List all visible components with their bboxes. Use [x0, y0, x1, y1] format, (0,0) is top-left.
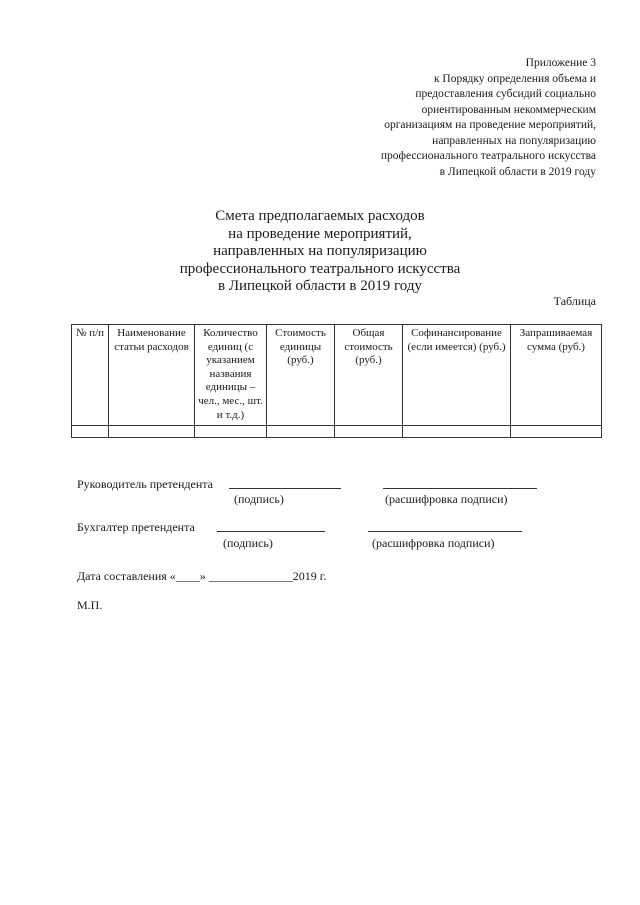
table-cell[interactable]: [72, 426, 109, 438]
header-cell-number: № п/п: [72, 325, 109, 426]
appendix-line: направленных на популяризацию: [432, 134, 596, 147]
head-name-line[interactable]: [383, 488, 537, 489]
header-cell-total-cost: Общая стоимость (руб.): [335, 325, 403, 426]
title-line: Смета предполагаемых расходов: [215, 208, 425, 224]
header-cell-requested-amount: Запрашиваемая сумма (руб.): [511, 325, 602, 426]
accountant-signature-block: [77, 520, 597, 560]
appendix-line: ориентированным некоммерческим: [421, 103, 596, 116]
document-title: [0, 208, 640, 296]
header-cell-quantity: Количество единиц (с указанием названия единицы – чел., мес., шт. и т.д.): [195, 325, 267, 426]
table-cell[interactable]: [267, 426, 335, 438]
title-line: в Липецкой области в 2019 году: [217, 278, 422, 294]
title-line: направленных на популяризацию: [213, 243, 427, 259]
table-cell[interactable]: [195, 426, 267, 438]
table-label: Таблица: [553, 294, 596, 308]
accountant-decode-caption: (расшифровка подписи): [372, 536, 495, 550]
seal-placeholder: М.П.: [77, 598, 103, 612]
head-signature-label: Руководитель претендента: [77, 477, 214, 491]
appendix-note: [296, 56, 596, 180]
head-signature-line[interactable]: [229, 488, 341, 489]
table-row: [72, 426, 602, 438]
head-decode-caption: (расшифровка подписи): [385, 492, 508, 506]
accountant-name-line[interactable]: [368, 531, 522, 532]
appendix-line: к Порядку определения объема и: [433, 72, 596, 85]
title-line: на проведение мероприятий,: [228, 225, 412, 242]
accountant-signature-line[interactable]: [217, 531, 325, 532]
table-cell[interactable]: [335, 426, 403, 438]
compilation-date: Дата составления «____» ______________2019 г.: [77, 569, 327, 583]
table-header-row: [72, 325, 602, 426]
appendix-line: организациям на проведение мероприятий,: [384, 119, 596, 131]
appendix-line: в Липецкой области в 2019 году: [439, 165, 596, 178]
appendix-line: Приложение 3: [525, 57, 596, 69]
header-cell-expense-item: Наименование статьи расходов: [109, 325, 195, 426]
title-line: профессионального театрального искусства: [179, 260, 461, 277]
accountant-signature-label: Бухгалтер претендента: [77, 520, 195, 534]
table-cell[interactable]: [109, 426, 195, 438]
table-cell[interactable]: [511, 426, 602, 438]
head-signature-caption: (подпись): [234, 492, 284, 506]
header-cell-unit-cost: Стоимость единицы (руб.): [267, 325, 335, 426]
head-signature-block: [77, 477, 597, 517]
appendix-line: предоставления субсидий социально: [415, 88, 596, 100]
appendix-line: профессионального театрального искусства: [380, 150, 596, 162]
estimate-table: [71, 324, 602, 438]
accountant-signature-caption: (подпись): [223, 536, 273, 550]
table-cell[interactable]: [403, 426, 511, 438]
header-cell-cofinancing: Софинансирование (если имеется) (руб.): [403, 325, 511, 426]
